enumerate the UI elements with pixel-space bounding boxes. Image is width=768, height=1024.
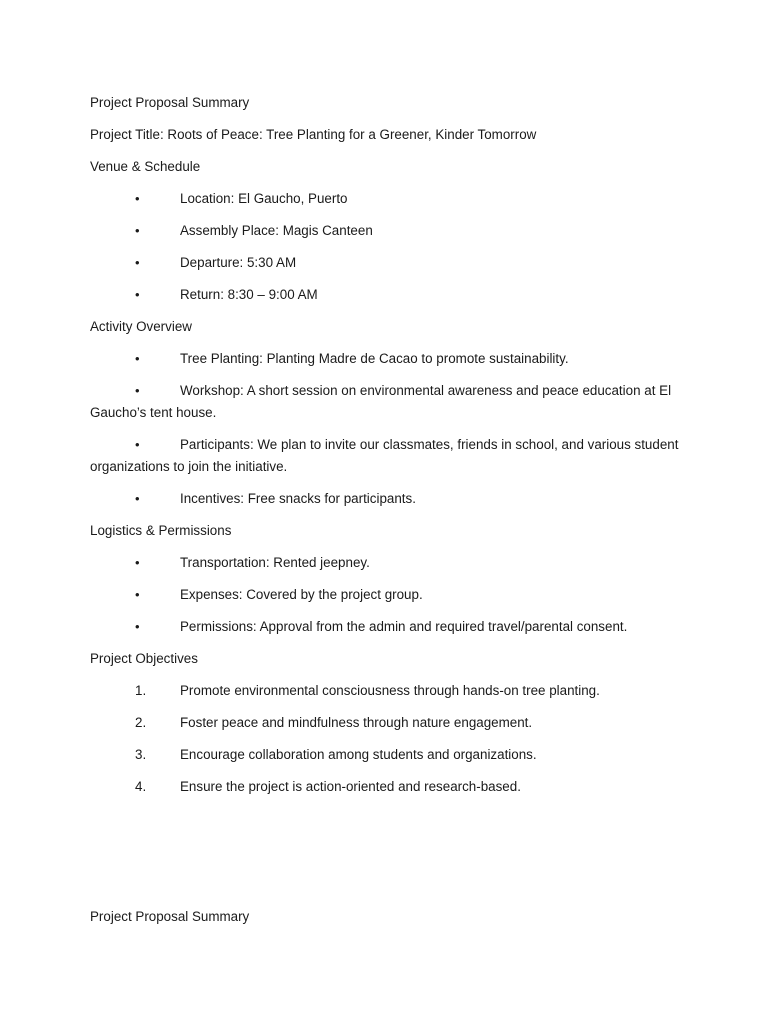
item-number: 4. (135, 779, 147, 794)
bullet-marker: • (135, 351, 140, 366)
bullet-marker: • (135, 255, 140, 270)
document-heading: Project Proposal Summary (90, 95, 250, 110)
list-item (90, 584, 680, 606)
item-number: 2. (135, 715, 147, 730)
list-item (90, 348, 680, 370)
bullet-marker: • (135, 287, 140, 302)
list-item-text: Expenses: Covered by the project group. (180, 587, 423, 602)
list-item (90, 552, 680, 574)
list-item-text: Encourage collaboration among students and organizations. (180, 747, 537, 762)
bullet-marker: • (135, 587, 140, 602)
section-heading-logistics: Logistics & Permissions (90, 523, 232, 538)
list-item (90, 252, 680, 274)
document-heading-repeat: Project Proposal Summary (90, 909, 250, 924)
list-item-text: Workshop: A short session on environmental awareness and peace education at El Gaucho’s tent house. (90, 383, 672, 420)
project-title: Project Title: Roots of Peace: Tree Planting for a Greener, Kinder Tomorrow (90, 127, 537, 142)
numbered-item (90, 744, 680, 766)
bullet-marker: • (135, 223, 140, 238)
list-item (90, 188, 680, 210)
bullet-marker: • (135, 619, 140, 634)
list-item-text: Departure: 5:30 AM (180, 255, 297, 270)
section-heading-objectives: Project Objectives (90, 651, 198, 666)
list-item-text: Transportation: Rented jeepney. (180, 555, 370, 570)
list-item-text: Incentives: Free snacks for participants. (180, 491, 416, 506)
list-item-text: Permissions: Approval from the admin and required travel/parental consent. (180, 619, 628, 634)
list-item (90, 616, 680, 638)
bullet-marker: • (135, 383, 140, 398)
list-item (90, 434, 680, 477)
numbered-item (90, 712, 680, 734)
bullet-marker: • (135, 555, 140, 570)
item-number: 1. (135, 683, 147, 698)
list-item-text: Participants: We plan to invite our classmates, friends in school, and various student organizations to join the initiative. (90, 437, 679, 474)
list-item-text: Promote environmental consciousness through hands-on tree planting. (180, 683, 600, 698)
bullet-marker: • (135, 491, 140, 506)
list-item (90, 380, 680, 423)
list-item-text: Location: El Gaucho, Puerto (180, 191, 348, 206)
item-number: 3. (135, 747, 147, 762)
list-item-text: Tree Planting: Planting Madre de Cacao to promote sustainability. (180, 351, 569, 366)
list-item (90, 220, 680, 242)
numbered-item (90, 680, 680, 702)
list-item (90, 284, 680, 306)
list-item-text: Assembly Place: Magis Canteen (180, 223, 373, 238)
bullet-marker: • (135, 191, 140, 206)
bullet-marker: • (135, 437, 140, 452)
list-item-text: Foster peace and mindfulness through nature engagement. (180, 715, 533, 730)
list-item-text: Ensure the project is action-oriented and research-based. (180, 779, 521, 794)
section-heading-activity: Activity Overview (90, 319, 192, 334)
list-item-text: Return: 8:30 – 9:00 AM (180, 287, 318, 302)
list-item (90, 488, 680, 510)
section-heading-venue: Venue & Schedule (90, 159, 201, 174)
numbered-item (90, 776, 680, 798)
